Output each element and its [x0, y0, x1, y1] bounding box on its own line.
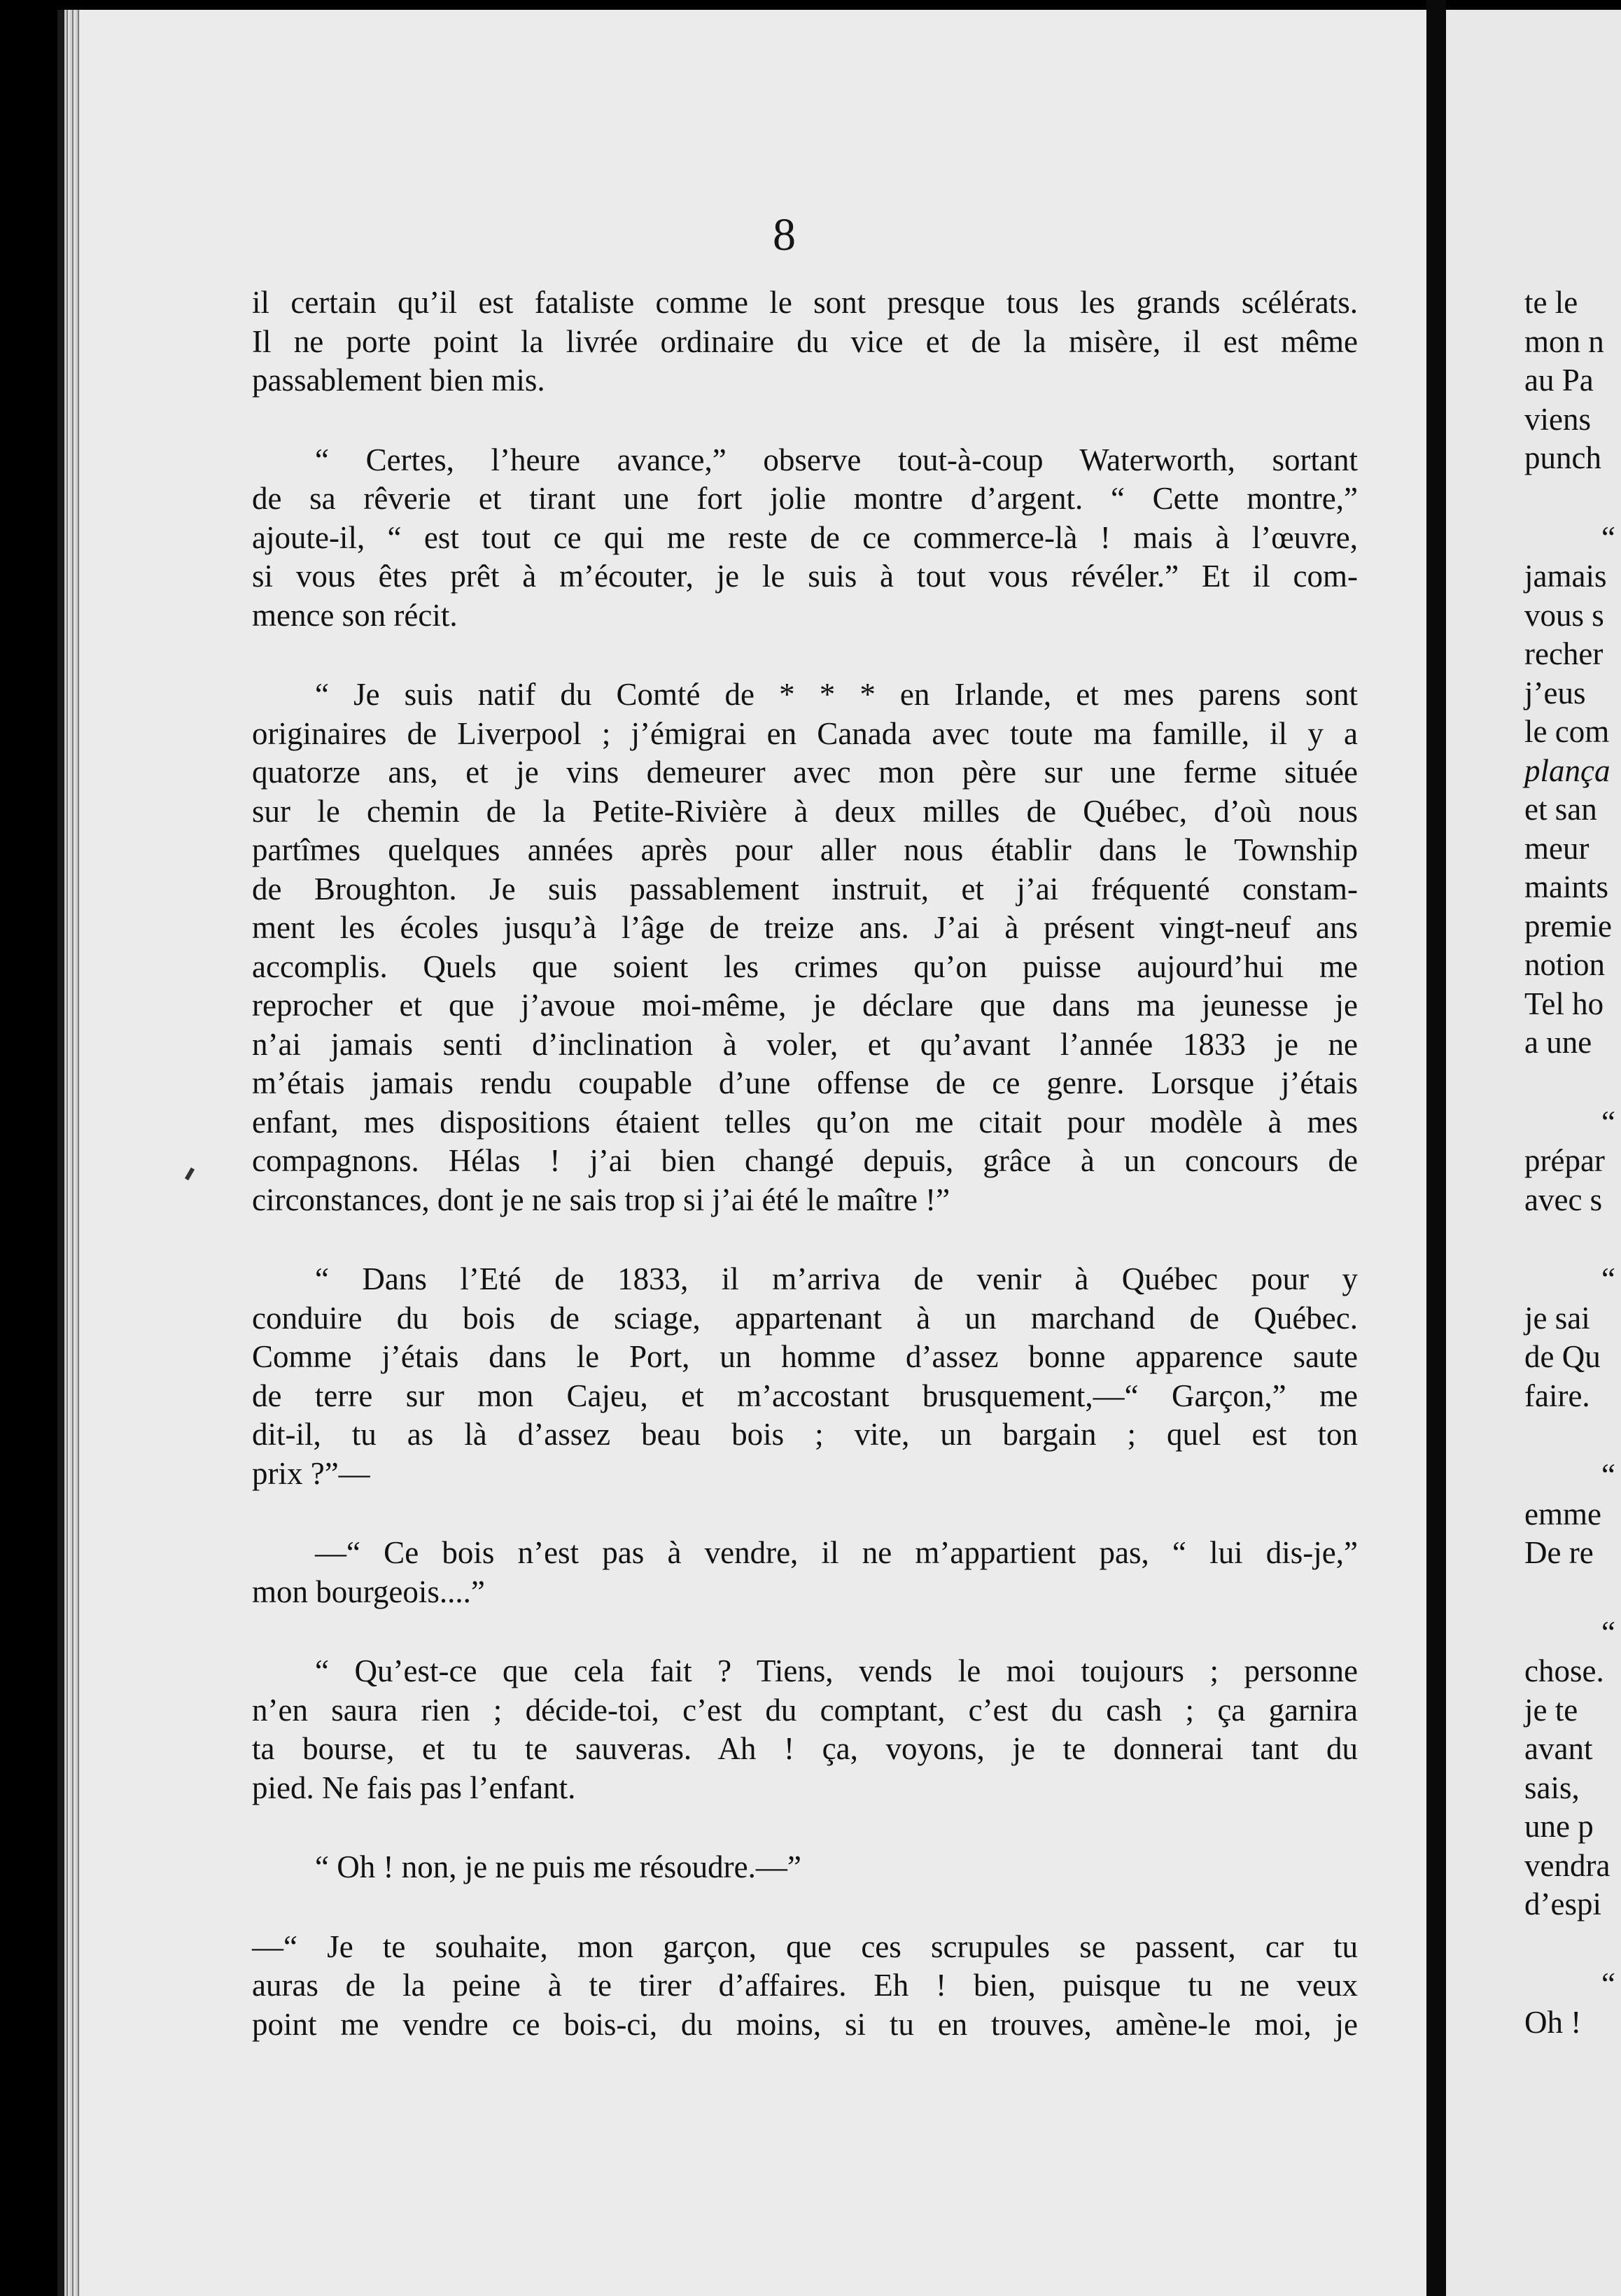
text-line: premie: [1524, 908, 1612, 944]
text-line: “ Certes, l’heure avance,” observe tout-à-coup Waterworth, sortant: [315, 442, 1358, 477]
text-line: punch: [1524, 440, 1601, 475]
book-gutter: [1426, 0, 1446, 2296]
text-line: enfant, mes dispositions étaient telles qu’on me citait pour modèle à mes: [252, 1104, 1358, 1140]
page-edge-stack: [64, 10, 80, 2296]
text-line: Tel ho: [1524, 986, 1604, 1021]
text-line: viens: [1524, 401, 1591, 437]
text-line: mon bourgeois....”: [252, 1574, 485, 1609]
text-line: “: [1601, 1104, 1615, 1140]
text-line: plança: [1524, 752, 1611, 788]
text-line: avec s: [1524, 1182, 1603, 1217]
text-line: partîmes quelques années après pour aller nous établir dans le Township: [252, 832, 1358, 867]
text-line: je sai: [1524, 1300, 1590, 1336]
text-line: vous s: [1524, 597, 1604, 633]
text-line: —“ Ce bois n’est pas à vendre, il ne m’appartient pas, “ lui dis-je,”: [315, 1535, 1358, 1570]
text-line: Comme j’étais dans le Port, un homme d’assez bonne apparence saute: [252, 1339, 1358, 1374]
text-line: et san: [1524, 792, 1597, 827]
text-line: prépar: [1524, 1143, 1605, 1178]
text-line: accomplis. Quels que soient les crimes qu’on puisse aujourd’hui me: [252, 948, 1358, 984]
text-line: “ Oh ! non, je ne puis me résoudre.—”: [315, 1849, 801, 1884]
text-line: une p: [1524, 1809, 1594, 1844]
text-line: “ Qu’est-ce que cela fait ? Tiens, vends le moi toujours ; personne: [315, 1653, 1358, 1688]
text-line: maints: [1524, 869, 1608, 904]
text-line: “: [1601, 1966, 1615, 2001]
text-line: ment les écoles jusqu’à l’âge de treize ans. J’ai à présent vingt-neuf ans: [252, 910, 1358, 945]
text-line: de Qu: [1524, 1339, 1601, 1374]
text-line: auras de la peine à te tirer d’affaires. Eh ! bien, puisque tu ne veux: [252, 1968, 1358, 2003]
text-line: compagnons. Hélas ! j’ai bien changé depuis, grâce à un concours de: [252, 1143, 1358, 1178]
text-line: il certain qu’il est fataliste comme le sont presque tous les grands scélérats.: [252, 285, 1358, 320]
text-line: le com: [1524, 714, 1610, 749]
text-line: vendra: [1524, 1847, 1611, 1883]
text-line: circonstances, dont je ne sais trop si j’ai été le maître !”: [252, 1182, 950, 1217]
text-line: de terre sur mon Cajeu, et m’accostant brusquement,—“ Garçon,” me: [252, 1378, 1358, 1413]
text-line: emme: [1524, 1496, 1601, 1532]
text-line: recher: [1524, 636, 1604, 671]
text-line: mence son récit.: [252, 597, 458, 633]
page-number: 8: [773, 209, 796, 260]
text-line: quatorze ans, et je vins demeurer avec mon père sur une ferme située: [252, 755, 1358, 790]
text-line: sais,: [1524, 1770, 1580, 1805]
text-line: chose.: [1524, 1653, 1604, 1688]
text-line: dit-il, tu as là d’assez beau bois ; vite, un bargain ; quel est ton: [252, 1417, 1358, 1452]
text-line: je te: [1524, 1692, 1578, 1728]
text-line: “ Dans l’Eté de 1833, il m’arriva de venir à Québec pour y: [315, 1261, 1358, 1296]
text-line: “: [1601, 519, 1615, 555]
text-line: originaires de Liverpool ; j’émigrai en Canada avec toute ma famille, il y a: [252, 715, 1358, 751]
text-line: “: [1601, 1261, 1615, 1296]
text-line: pied. Ne fais pas l’enfant.: [252, 1770, 576, 1805]
facing-page-text: [1524, 284, 1621, 2043]
text-line: a une: [1524, 1025, 1592, 1060]
text-line: m’étais jamais rendu coupable d’une offense de ce genre. Lorsque j’étais: [252, 1065, 1358, 1100]
text-line: ta bourse, et tu te sauveras. Ah ! ça, voyons, je te donnerai tant du: [252, 1731, 1358, 1766]
text-line: si vous êtes prêt à m’écouter, je le suis à tout vous révéler.” Et il com-: [252, 559, 1358, 594]
text-line: “: [1601, 1457, 1615, 1492]
text-line: de sa rêverie et tirant une fort jolie montre d’argent. “ Cette montre,”: [252, 481, 1358, 516]
text-line: De re: [1524, 1535, 1594, 1570]
text-line: passablement bien mis.: [252, 363, 545, 398]
text-line: faire.: [1524, 1378, 1590, 1413]
text-line: j’eus: [1524, 675, 1586, 710]
text-line: ajoute-il, “ est tout ce qui me reste de ce commerce-là ! mais à l’œuvre,: [252, 519, 1358, 555]
text-line: reprocher et que j’avoue moi-même, je déclare que dans ma jeunesse je: [252, 988, 1358, 1023]
text-line: meur: [1524, 830, 1590, 866]
text-line: mon n: [1524, 323, 1604, 359]
text-line: point me vendre ce bois-ci, du moins, si tu en trouves, amène-le moi, je: [252, 2006, 1358, 2042]
text-line: Oh !: [1524, 2005, 1582, 2040]
text-line: n’ai jamais senti d’inclination à voler, et qu’avant l’année 1833 je ne: [252, 1026, 1358, 1062]
text-line: avant: [1524, 1731, 1593, 1766]
text-line: n’en saura rien ; décide-toi, c’est du comptant, c’est du cash ; ça garnira: [252, 1692, 1358, 1728]
text-line: jamais: [1524, 559, 1607, 594]
text-line: prix ?”—: [252, 1455, 370, 1491]
text-line: notion: [1524, 947, 1606, 982]
text-line: “: [1601, 1614, 1615, 1650]
text-line: —“ Je te souhaite, mon garçon, que ces scrupules se passent, car tu: [252, 1928, 1358, 1964]
text-line: au Pa: [1524, 363, 1594, 398]
text-line: te le: [1524, 285, 1578, 320]
page-body: [252, 284, 1358, 2044]
text-line: de Broughton. Je suis passablement instruit, et j’ai fréquenté constam-: [252, 871, 1358, 906]
text-line: Il ne porte point la livrée ordinaire du vice et de la misère, il est même: [252, 323, 1358, 359]
text-line: d’espi: [1524, 1886, 1601, 1921]
text-line: sur le chemin de la Petite-Rivière à deux milles de Québec, d’où nous: [252, 793, 1358, 829]
text-line: “ Je suis natif du Comté de * * * en Irlande, et mes parens sont: [315, 677, 1358, 712]
text-line: conduire du bois de sciage, appartenant à un marchand de Québec.: [252, 1300, 1358, 1336]
